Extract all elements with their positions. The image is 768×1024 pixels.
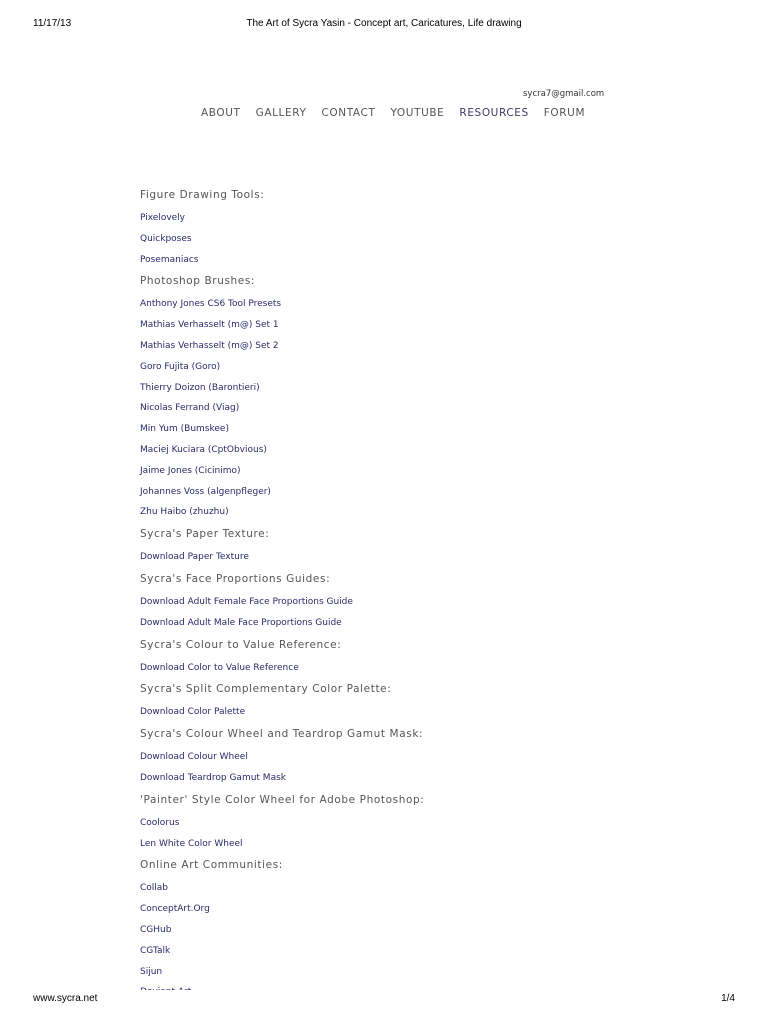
resource-link[interactable]: Min Yum (Bumskee)	[140, 424, 229, 435]
resource-link[interactable]: Pixelovely	[140, 213, 186, 223]
resource-link[interactable]: Mathias Verhasselt (m@) Set 2	[140, 340, 279, 351]
resource-link[interactable]: Collab	[140, 883, 169, 894]
resource-section	[140, 791, 640, 855]
resource-link[interactable]: Posemaniacs	[140, 254, 199, 265]
nav-about[interactable]: ABOUT	[201, 107, 241, 119]
resource-link[interactable]: Sijun	[140, 966, 163, 977]
section-heading: Figure Drawing Tools:	[140, 189, 265, 201]
resource-section	[140, 272, 640, 523]
resource-section	[140, 636, 640, 679]
resource-section	[140, 186, 640, 270]
section-heading: Sycra's Split Complementary Color Palette:	[140, 683, 392, 696]
resource-link[interactable]: Download Colour Wheel	[140, 752, 248, 763]
section-heading: Sycra's Paper Texture:	[140, 528, 270, 541]
resource-link[interactable]: Quickposes	[140, 233, 192, 244]
resource-link[interactable]: Jaime Jones (Cicinimo)	[140, 465, 241, 476]
print-page-title: The Art of Sycra Yasin - Concept art, Caricatures, Life drawing	[246, 18, 522, 29]
resource-link[interactable]: Download Adult Male Face Proportions Guide	[140, 617, 342, 628]
resource-link[interactable]: CGHub	[140, 924, 172, 935]
resource-link[interactable]: Anthony Jones CS6 Tool Presets	[140, 299, 282, 310]
print-url: www.sycra.net	[33, 993, 98, 1004]
resource-link[interactable]: Coolorus	[140, 817, 180, 828]
resource-link[interactable]: Maciej Kuciara (CptObvious)	[140, 444, 267, 455]
resource-section	[140, 570, 640, 634]
section-heading: Sycra's Colour Wheel and Teardrop Gamut Mask:	[140, 728, 424, 741]
resource-section	[140, 725, 640, 789]
resource-section	[140, 856, 640, 1003]
resource-section	[140, 525, 640, 568]
resource-link[interactable]: Goro Fujita (Goro)	[140, 361, 221, 372]
main-nav	[201, 107, 600, 119]
resource-link[interactable]: Download Color to Value Reference	[140, 662, 299, 673]
resource-link[interactable]: Thierry Doizon (Barontieri)	[140, 382, 260, 393]
resource-link[interactable]: ConceptArt.Org	[140, 904, 210, 915]
resource-link[interactable]: Download Color Palette	[140, 707, 246, 718]
print-footer	[33, 993, 735, 1007]
print-date: 11/17/13	[33, 18, 72, 29]
section-heading: Sycra's Colour to Value Reference:	[140, 638, 342, 651]
nav-gallery[interactable]: GALLERY	[255, 107, 307, 119]
nav-contact[interactable]: CONTACT	[321, 107, 376, 119]
resource-link[interactable]: Download Teardrop Gamut Mask	[140, 772, 286, 783]
print-header	[33, 18, 735, 32]
nav-forum[interactable]: FORUM	[543, 107, 586, 119]
resource-link[interactable]: Nicolas Ferrand (Viag)	[140, 403, 240, 414]
resource-link[interactable]: Johannes Voss (algenpfleger)	[140, 486, 271, 497]
section-heading: Sycra's Face Proportions Guides:	[140, 572, 331, 585]
resource-section	[140, 680, 640, 723]
email-link[interactable]: sycra7@gmail.com	[523, 89, 605, 99]
resource-link[interactable]: Download Paper Texture	[140, 552, 249, 563]
resources-content	[140, 186, 640, 1005]
resource-link[interactable]: CGTalk	[140, 945, 171, 956]
nav-resources[interactable]: RESOURCES	[459, 107, 529, 119]
section-heading: 'Painter' Style Color Wheel for Adobe Photoshop:	[140, 793, 425, 806]
resource-link[interactable]: Download Adult Female Face Proportions Guide	[140, 596, 353, 607]
section-heading: Photoshop Brushes:	[140, 275, 256, 288]
resource-link[interactable]: Len White Color Wheel	[140, 838, 243, 849]
print-page-number: 1/4	[721, 993, 735, 1004]
resource-link[interactable]: Zhu Haibo (zhuzhu)	[140, 507, 229, 518]
section-heading: Online Art Communities:	[140, 859, 283, 872]
nav-youtube[interactable]: YOUTUBE	[390, 107, 445, 119]
resource-link[interactable]: Mathias Verhasselt (m@) Set 1	[140, 320, 279, 331]
